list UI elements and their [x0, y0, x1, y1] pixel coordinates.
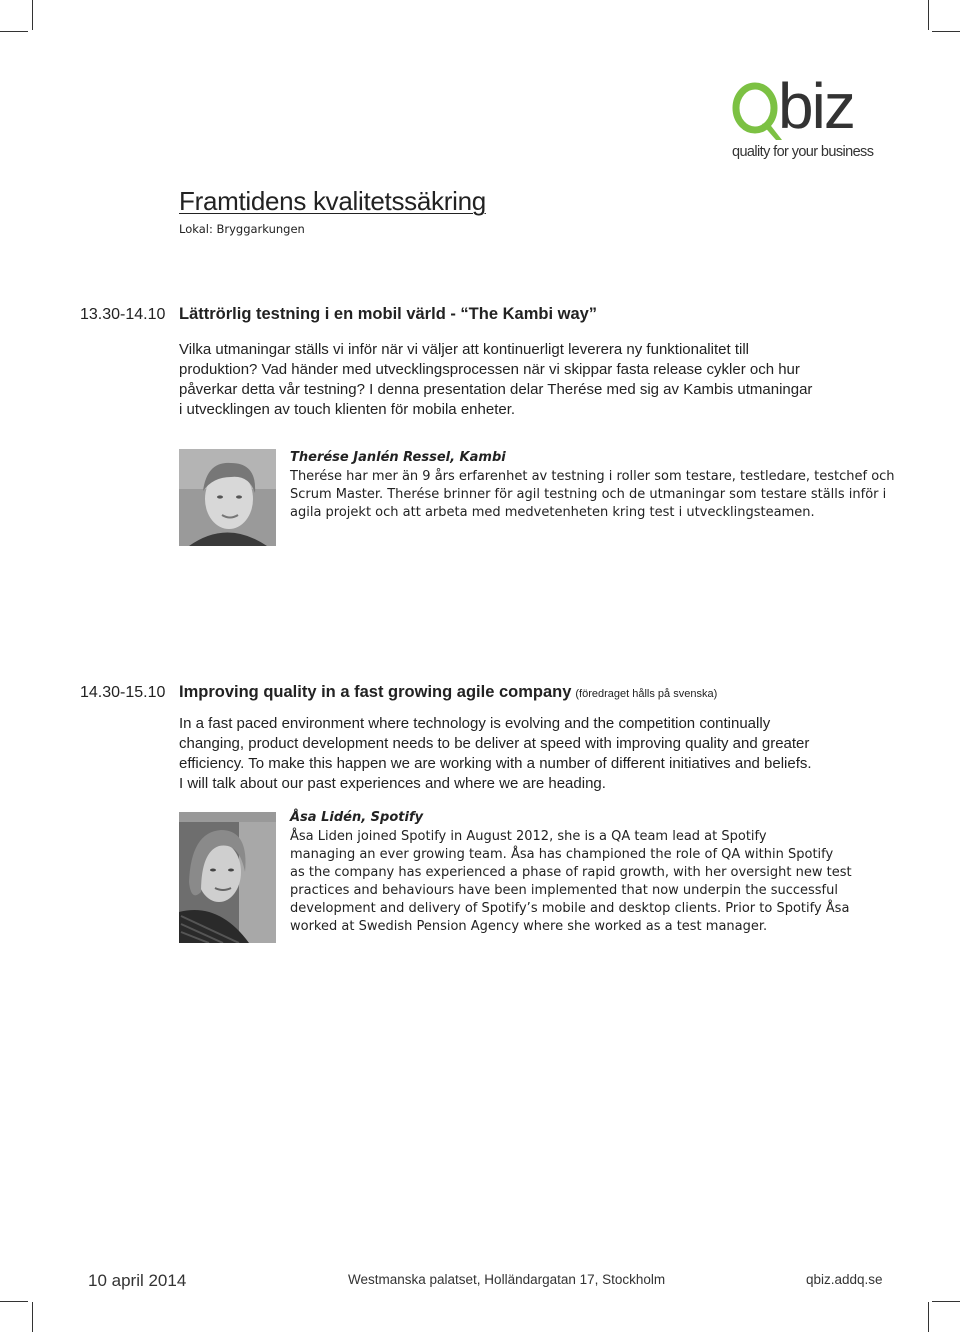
bio-line: worked at Swedish Pension Agency where she worked as a test manager.	[290, 919, 768, 934]
bio-line: Scrum Master. Therése brinner för agil testning och de utmaningar som testare ställs inför i	[290, 487, 887, 502]
bio-line: Therése har mer än 9 års erfarenhet av testning i roller som testare, testledare, testchef och	[290, 469, 895, 484]
description-line: I will talk about our past experiences and where we are heading.	[179, 775, 606, 792]
session-time: 13.30-14.10	[80, 306, 166, 323]
description-line: changing, product development needs to be deliver at speed with improving quality and greater	[179, 735, 810, 752]
page-title: Framtidens kvalitetssäkring	[179, 186, 486, 216]
description-line: efficiency. To make this happen we are working with a number of different initiatives and beliefs.	[179, 755, 812, 772]
speaker-name: Åsa Lidén, Spotify	[290, 810, 424, 825]
bio-line: managing an ever growing team. Åsa has championed the role of QA within Spotify	[290, 847, 834, 862]
speaker-portrait-image	[179, 812, 276, 943]
session-description	[179, 340, 859, 420]
footer-date: 10 april 2014	[88, 1271, 187, 1290]
crop-mark	[928, 0, 929, 30]
bio-line: practices and behaviours have been implemented that now underpin the successful	[290, 883, 838, 898]
crop-mark	[32, 0, 33, 30]
crop-mark	[0, 1301, 28, 1302]
description-line: påverkar detta vår testning? I denna presentation delar Therése med sig av Kambis utmaningar	[179, 381, 813, 398]
session-title	[179, 305, 597, 324]
description-line: In a fast paced environment where technology is evolving and the competition continually	[179, 715, 771, 732]
logo-wordmark: biz	[778, 70, 854, 142]
session-title-text: Improving quality in a fast growing agile company	[179, 683, 572, 701]
crop-mark	[932, 1301, 960, 1302]
crop-mark	[932, 31, 960, 32]
speaker-bio	[290, 468, 895, 522]
crop-mark	[0, 31, 28, 32]
crop-mark	[928, 1302, 929, 1332]
session-language-note: (föredraget hålls på svenska)	[575, 688, 718, 700]
qbiz-logo	[732, 70, 882, 164]
speaker-portrait-image	[179, 449, 276, 546]
bio-line: agila projekt och att arbeta med medvetenheten kring test i utvecklingsteamen.	[290, 505, 815, 520]
location-text: Lokal: Bryggarkungen	[179, 222, 305, 236]
session-title	[179, 683, 717, 702]
bio-line: as the company has experienced a phase of rapid growth, with her oversight new test	[290, 865, 852, 880]
session-title-text: Lättrörlig testning i en mobil värld - “The Kambi way”	[179, 305, 598, 323]
bio-line: development and delivery of Spotify’s mobile and desktop clients. Prior to Spotify Åsa	[290, 901, 850, 916]
description-line: Vilka utmaningar ställs vi inför när vi väljer att kontinuerligt leverera ny funktionalitet till	[179, 341, 749, 358]
crop-mark	[32, 1302, 33, 1332]
footer-address: Westmanska palatset, Holländargatan 17, Stockholm	[348, 1272, 666, 1287]
speaker-photo	[179, 449, 276, 546]
logo-q-mark	[732, 80, 784, 142]
speaker-photo	[179, 812, 276, 943]
speaker-name: Therése Janlén Ressel, Kambi	[290, 450, 506, 465]
description-line: i utvecklingen av touch klienten för mobila enheter.	[179, 401, 516, 418]
logo-tagline: quality for your business	[732, 144, 874, 160]
footer-website[interactable]: qbiz.addq.se	[806, 1272, 883, 1287]
session-description	[179, 714, 859, 794]
bio-line: Åsa Liden joined Spotify in August 2012, she is a QA team lead at Spotify	[290, 829, 767, 844]
description-line: produktion? Vad händer med utvecklingsprocessen när vi skippar fasta release cykler och hur	[179, 361, 800, 378]
speaker-bio	[290, 828, 890, 936]
session-time: 14.30-15.10	[80, 684, 166, 701]
